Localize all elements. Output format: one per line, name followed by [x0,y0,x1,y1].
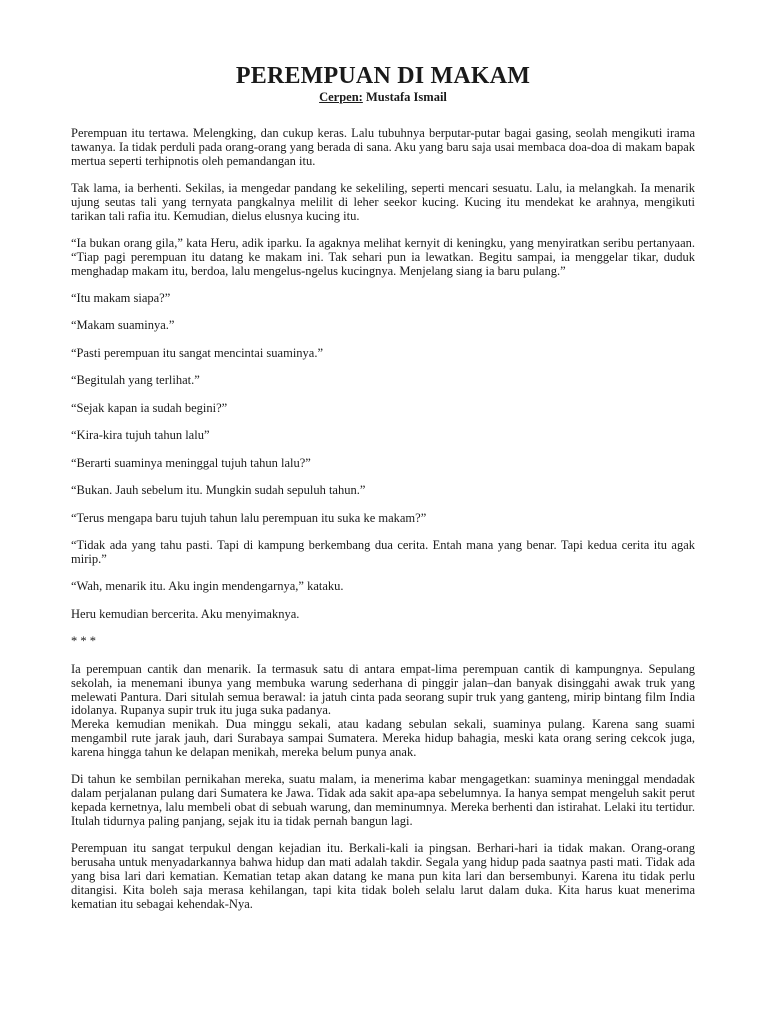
story-title: PEREMPUAN DI MAKAM [235,63,531,89]
paragraph: Mereka kemudian menikah. Dua minggu sekali, atau kadang sebulan sekali, suaminya pulang. Karena sang suami mengambil rute jarak jauh, dari Surabaya sampai Sumatera. Mereka hidup bahagia, meski kata orang sering cekcok juga, karena hingga tahun ke delapan menikah, mereka belum punya anak. [71,717,695,760]
dialogue-line: “Sejak kapan ia sudah begini?” [71,400,228,415]
document-page [71,62,695,925]
dialogue-line: “Pasti perempuan itu sangat mencintai suaminya.” [71,345,324,360]
dialogue-line: “Kira-kira tujuh tahun lalu” [71,428,210,443]
paragraph: Di tahun ke sembilan pernikahan mereka, suatu malam, ia menerima kabar mengagetkan: suaminya meninggal mendadak dalam perjalanan pulang dari Sumatera ke Jawa. Tidak ada sakit apa-apa sebelumnya. Ia hanya sempat mengeluh sakit perut kepada kernetnya, lalu membeli obat di sebuah warung, dan meminumnya. Mereka berhenti dan istirahat. Lelaki itu tertidur. Itulah tidurnya paling panjang, sejak itu ia tidak pernah bangun lagi. [71,772,695,828]
paragraph: Heru kemudian bercerita. Aku menyimaknya. [71,606,300,621]
dialogue-line: “Begitulah yang terlihat.” [71,373,200,388]
paragraph: Perempuan itu tertawa. Melengking, dan cukup keras. Lalu tubuhnya berputar-putar bagai gasing, seolah mengikuti irama tawanya. Ia tidak perduli pada orang-orang yang berada di sana. Aku yang baru saja usai membaca doa-doa di makam bapak mertua seperti terhipnotis oleh pemandangan itu. [71,126,695,168]
dialogue-line: “Wah, menarik itu. Aku ingin mendengarnya,” kataku. [71,579,344,594]
dialogue-line: “Itu makam siapa?” [71,290,171,305]
dialogue-line: “Berarti suaminya meninggal tujuh tahun lalu?” [71,455,311,470]
dialogue-line: “Terus mengapa baru tujuh tahun lalu perempuan itu suka ke makam?” [71,510,427,525]
paragraph: Tak lama, ia berhenti. Sekilas, ia mengedar pandang ke sekeliling, seperti mencari sesuatu. Lalu, ia melangkah. Ia menarik ujung seutas tali yang ternyata pangkalnya melilit di leher seekor kucing. Kucing itu mendekat ke arahnya, mengikuti tarikan tali rafia itu. Kemudian, dielus elusnya kucing itu. [71,180,695,223]
paragraph: Perempuan itu sangat terpukul dengan kejadian itu. Berkali-kali ia pingsan. Berhari-hari ia tidak makan. Orang-orang berusaha untuk menyadarkannya bahwa hidup dan mati adalah takdir. Segala yang hidup pada saatnya pasti mati. Tidak ada yang bisa lari dari kematian. Kematian tetap akan datang ke mana pun kita lari dan bersembunyi. Karena itu tidak perlu ditangisi. Kita boleh saja merasa kehilangan, tapi kita tidak boleh selalu larut dalam duka. Kita harus kuat menerima kematian itu sebagai kehendak-Nya. [71,841,695,911]
dialogue-line: “Makam suaminya.” [71,318,175,333]
paragraph: “Ia bukan orang gila,” kata Heru, adik iparku. Ia agaknya melihat kernyit di keningku, yang menyiratkan seribu pertanyaan. “Tiap pagi perempuan itu datang ke makam ini. Tak sehari pun ia lewatkan. Begitu sampai, ia menggelar tikar, duduk menghadap makam itu, berdoa, lalu mengelus-ngelus kucingnya. Menjelang siang ia baru pulang.” [71,235,695,278]
section-separator: * * * [71,634,96,649]
story-byline [71,90,695,105]
dialogue-line: “Bukan. Jauh sebelum itu. Mungkin sudah sepuluh tahun.” [71,483,366,498]
byline-label: Cerpen: [319,90,363,104]
paragraph: Ia perempuan cantik dan menarik. Ia termasuk satu di antara empat-lima perempuan cantik di kampungnya. Sepulang sekolah, ia menemani ibunya yang membuka warung sederhana di pinggir jalan–dan banyak disinggahi awak truk yang melewati Pantura. Dari situlah semua berawal: ia jatuh cinta pada seorang supir truk yang ganteng, mirip bintang film India idolanya. Rupanya supir truk itu juga suka padanya. [71,661,695,718]
byline-author: Mustafa Ismail [365,90,447,104]
paragraph: “Tidak ada yang tahu pasti. Tapi di kampung berkembang dua cerita. Entah mana yang benar. Tapi kedua cerita itu agak mirip.” [71,538,695,567]
